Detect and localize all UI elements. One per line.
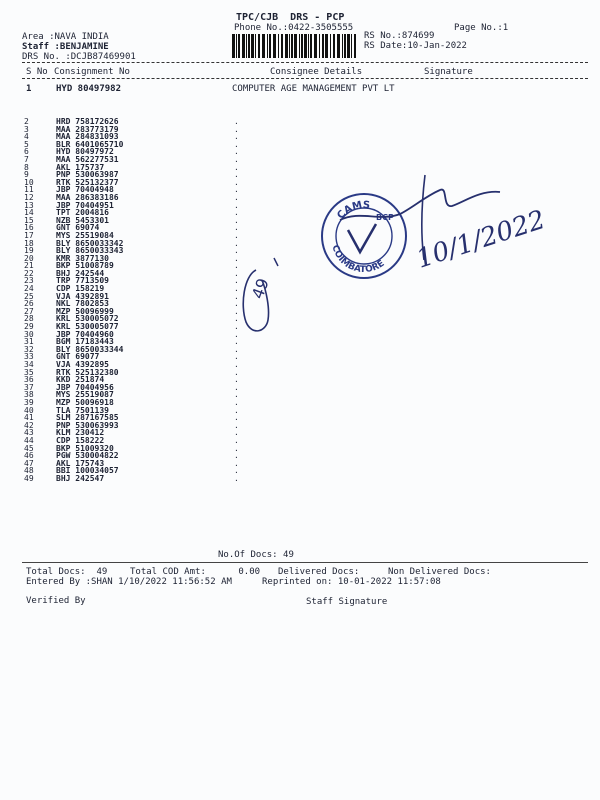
row-consignment: MAA 286383186 bbox=[56, 192, 119, 202]
signature-dot: . bbox=[234, 375, 239, 385]
barcode-bar bbox=[289, 34, 290, 58]
row-sno: 18 bbox=[24, 238, 34, 248]
row-consignment: SLM 287167585 bbox=[56, 413, 119, 423]
signature-dot: . bbox=[234, 208, 239, 218]
row-sno: 27 bbox=[24, 306, 34, 316]
barcode-bar bbox=[255, 34, 256, 58]
signature-dot: . bbox=[234, 200, 239, 210]
document-title: TPC/CJB DRS - PCP bbox=[236, 12, 345, 23]
row-consignment: JBP 70404948 bbox=[56, 185, 114, 195]
row-consignment: GNT 69077 bbox=[56, 352, 100, 362]
row-sno: 43 bbox=[24, 428, 34, 438]
row-consignment: PNP 530063987 bbox=[56, 170, 119, 180]
row-sno: 44 bbox=[24, 435, 34, 445]
signature-dot: . bbox=[234, 360, 239, 369]
barcode-bar bbox=[238, 34, 240, 58]
header-divider bbox=[22, 62, 588, 63]
barcode-bar bbox=[330, 34, 331, 58]
row-sno: 29 bbox=[24, 322, 34, 332]
row-sno: 37 bbox=[24, 382, 34, 392]
signature-dot: . bbox=[234, 413, 239, 423]
row-sno: 38 bbox=[24, 390, 34, 400]
signature-dot: . bbox=[234, 443, 239, 453]
row-sno: 2 bbox=[24, 117, 29, 126]
row-consignment: CDP 158219 bbox=[56, 284, 105, 294]
col-consignment: Consignment No bbox=[54, 67, 130, 77]
row-sno: 16 bbox=[24, 223, 34, 233]
barcode-bar bbox=[308, 34, 309, 58]
row-consignment: BHJ 242547 bbox=[56, 473, 105, 483]
barcode-bar bbox=[322, 34, 324, 58]
row-consignment: BGM 17183443 bbox=[56, 337, 114, 347]
row-consignment: NZB 5453301 bbox=[56, 215, 109, 225]
signature-dot: . bbox=[234, 322, 239, 332]
barcode-bar bbox=[267, 34, 268, 58]
table-row bbox=[24, 452, 584, 460]
table-row bbox=[24, 346, 584, 354]
signature-dot: . bbox=[234, 253, 239, 263]
row-consignment: KMR 3877130 bbox=[56, 253, 109, 263]
signature-dot: . bbox=[234, 132, 239, 142]
barcode-bar bbox=[299, 34, 300, 58]
row-sno: 35 bbox=[24, 367, 34, 377]
area-field: Area :NAVA INDIA bbox=[22, 32, 109, 42]
signature-dot: . bbox=[234, 170, 239, 180]
barcode-bar bbox=[342, 34, 343, 58]
handwritten-date: 10/1/2022 bbox=[412, 204, 549, 275]
row-sno: 6 bbox=[24, 147, 29, 157]
row-consignment: RTK 525132380 bbox=[56, 367, 119, 377]
row-consignment: MZP 50096999 bbox=[56, 306, 114, 316]
signature-dot: . bbox=[234, 466, 239, 476]
row-sno: 32 bbox=[24, 344, 34, 354]
row-consignment: TRP 7713509 bbox=[56, 276, 109, 286]
signature-dot: . bbox=[234, 192, 239, 202]
row-sno: 31 bbox=[24, 337, 34, 347]
row-sno: 26 bbox=[24, 299, 34, 309]
staff-signature: Staff Signature bbox=[306, 597, 388, 607]
row-consignment: NKL 7802853 bbox=[56, 299, 109, 309]
barcode-bar bbox=[325, 34, 328, 58]
row-consignment: VJA 4392891 bbox=[56, 291, 109, 301]
row-consignment: RTK 525132377 bbox=[56, 177, 119, 187]
signature-dot: . bbox=[234, 223, 239, 233]
barcode-bar bbox=[246, 34, 247, 58]
row-consignment: MYS 25519084 bbox=[56, 230, 114, 240]
first-row-consignee: COMPUTER AGE MANAGEMENT PVT LT bbox=[232, 84, 395, 94]
row-sno: 49 bbox=[24, 473, 34, 483]
signature-dot: . bbox=[234, 154, 239, 164]
barcode-bar bbox=[269, 34, 271, 58]
barcode-bar bbox=[242, 34, 245, 58]
barcode bbox=[232, 34, 356, 58]
barcode-bar bbox=[294, 34, 297, 58]
barcode-bar bbox=[262, 34, 265, 58]
row-consignment: BLY 8650033342 bbox=[56, 238, 124, 248]
table-row bbox=[24, 475, 584, 483]
signature-dot: . bbox=[234, 185, 239, 195]
row-consignment: HRD 758172626 bbox=[56, 117, 119, 126]
barcode-bar bbox=[354, 34, 356, 58]
signature-dot: . bbox=[234, 117, 239, 126]
col-signature: Signature bbox=[424, 67, 473, 77]
barcode-bar bbox=[285, 34, 288, 58]
row-sno: 9 bbox=[24, 170, 29, 180]
barcode-bar bbox=[333, 34, 335, 58]
signature-dot: . bbox=[234, 473, 239, 483]
row-sno: 40 bbox=[24, 405, 34, 415]
row-sno: 34 bbox=[24, 360, 34, 369]
total-docs: Total Docs: 49 bbox=[26, 567, 108, 577]
row-consignment: KLM 230412 bbox=[56, 428, 105, 438]
signature-dot: . bbox=[234, 215, 239, 225]
handwritten-count-text: 49 bbox=[247, 275, 273, 302]
row-sno: 28 bbox=[24, 314, 34, 324]
barcode-bar bbox=[251, 34, 254, 58]
barcode-bar bbox=[347, 34, 350, 58]
barcode-bar bbox=[351, 34, 352, 58]
column-divider bbox=[22, 78, 588, 79]
barcode-bar bbox=[319, 34, 320, 58]
table-row bbox=[24, 429, 584, 437]
handwritten-signature bbox=[330, 150, 580, 280]
signature-dot: . bbox=[234, 162, 239, 172]
row-sno: 46 bbox=[24, 451, 34, 461]
row-sno: 24 bbox=[24, 284, 34, 294]
row-sno: 33 bbox=[24, 352, 34, 362]
row-consignment: BHJ 242544 bbox=[56, 268, 105, 278]
stamp-bottom-text: COIMBATORE bbox=[329, 243, 387, 276]
row-sno: 21 bbox=[24, 261, 34, 271]
row-consignment: MAA 562277531 bbox=[56, 154, 119, 164]
col-consignee: Consignee Details bbox=[270, 67, 363, 77]
row-sno: 8 bbox=[24, 162, 29, 172]
row-sno: 41 bbox=[24, 413, 34, 423]
page-number: Page No.:1 bbox=[454, 23, 509, 33]
signature-dot: . bbox=[234, 390, 239, 400]
signature-dot: . bbox=[234, 428, 239, 438]
signature-dot: . bbox=[234, 306, 239, 316]
row-sno: 3 bbox=[24, 124, 29, 134]
signature-dot: . bbox=[234, 139, 239, 149]
row-consignment: JBP 70404951 bbox=[56, 200, 114, 210]
rs-date: RS Date:10-Jan-2022 bbox=[364, 41, 467, 51]
row-sno: 7 bbox=[24, 154, 29, 164]
barcode-bar bbox=[281, 34, 283, 58]
row-sno: 4 bbox=[24, 132, 29, 142]
rs-number: RS No.:874699 bbox=[364, 31, 435, 41]
signature-dot: . bbox=[234, 352, 239, 362]
reprinted-on: Reprinted on: 10-01-2022 11:57:08 bbox=[262, 577, 441, 587]
signature-dot: . bbox=[234, 337, 239, 347]
row-consignment: MZP 50096918 bbox=[56, 397, 114, 407]
signature-dot: . bbox=[234, 147, 239, 157]
signature-dot: . bbox=[234, 329, 239, 339]
barcode-bar bbox=[236, 34, 237, 58]
row-consignment: TLA 7501139 bbox=[56, 405, 109, 415]
barcode-bar bbox=[273, 34, 276, 58]
entered-by: Entered By :SHAN 1/10/2022 11:56:52 AM bbox=[26, 577, 232, 587]
barcode-bar bbox=[232, 34, 235, 58]
row-consignment: MYS 25519087 bbox=[56, 390, 114, 400]
signature-dot: . bbox=[234, 261, 239, 271]
row-consignment: JBP 70404960 bbox=[56, 329, 114, 339]
barcode-bar bbox=[301, 34, 303, 58]
barcode-bar bbox=[344, 34, 346, 58]
row-consignment: JBP 70404956 bbox=[56, 382, 114, 392]
row-sno: 48 bbox=[24, 466, 34, 476]
row-consignment: PGW 530004822 bbox=[56, 451, 119, 461]
table-row bbox=[24, 467, 584, 475]
row-consignment: BKP 51009320 bbox=[56, 443, 114, 453]
handwritten-count bbox=[236, 250, 296, 340]
row-sno: 42 bbox=[24, 420, 34, 430]
footer-divider bbox=[22, 562, 588, 563]
row-sno: 10 bbox=[24, 177, 34, 187]
signature-dot: . bbox=[234, 435, 239, 445]
row-consignment: TPT 2004816 bbox=[56, 208, 109, 218]
row-consignment: PNP 530063993 bbox=[56, 420, 119, 430]
row-sno: 17 bbox=[24, 230, 34, 240]
row-sno: 22 bbox=[24, 268, 34, 278]
row-sno: 15 bbox=[24, 215, 34, 225]
signature-dot: . bbox=[234, 268, 239, 278]
signature-dot: . bbox=[234, 246, 239, 256]
row-consignment: AKL 175743 bbox=[56, 458, 105, 468]
signature-dot: . bbox=[234, 291, 239, 301]
col-sno: S No bbox=[26, 67, 48, 77]
signature-dot: . bbox=[234, 177, 239, 187]
row-consignment: CDP 158222 bbox=[56, 435, 105, 445]
table-row bbox=[24, 369, 584, 377]
signature-dot: . bbox=[234, 314, 239, 324]
signature-dot: . bbox=[234, 124, 239, 134]
row-sno: 20 bbox=[24, 253, 34, 263]
row-sno: 5 bbox=[24, 139, 29, 149]
row-consignment: KKD 251874 bbox=[56, 375, 105, 385]
signature-dot: . bbox=[234, 397, 239, 407]
row-consignment: BKP 51008789 bbox=[56, 261, 114, 271]
row-sno: 14 bbox=[24, 208, 34, 218]
row-consignment: KRL 530005077 bbox=[56, 322, 119, 332]
stamp-side-text: BCP bbox=[376, 213, 394, 222]
row-consignment: VJA 4392895 bbox=[56, 360, 109, 369]
row-sno: 19 bbox=[24, 246, 34, 256]
no-of-docs: No.Of Docs: 49 bbox=[218, 550, 294, 560]
staff-field: Staff :BENJAMINE bbox=[22, 42, 109, 52]
signature-dot: . bbox=[234, 458, 239, 468]
total-cod: Total COD Amt: 0.00 bbox=[130, 567, 261, 577]
row-sno: 23 bbox=[24, 276, 34, 286]
signature-dot: . bbox=[234, 299, 239, 309]
row-consignment: GNT 69074 bbox=[56, 223, 100, 233]
first-row-sno: 1 bbox=[26, 84, 32, 94]
barcode-bar bbox=[258, 34, 260, 58]
row-sno: 47 bbox=[24, 458, 34, 468]
phone-number: Phone No.:0422-3505555 bbox=[234, 23, 354, 33]
signature-dot: . bbox=[234, 284, 239, 294]
signature-dot: . bbox=[234, 420, 239, 430]
barcode-bar bbox=[314, 34, 317, 58]
signature-dot: . bbox=[234, 230, 239, 240]
table-row bbox=[24, 422, 584, 430]
row-consignment: BLR 6401065710 bbox=[56, 139, 124, 149]
row-consignment: BLY 8650033343 bbox=[56, 246, 124, 256]
signature-dot: . bbox=[234, 238, 239, 248]
row-consignment: MAA 283773179 bbox=[56, 124, 119, 134]
row-sno: 36 bbox=[24, 375, 34, 385]
barcode-bar bbox=[304, 34, 307, 58]
barcode-bar bbox=[337, 34, 340, 58]
row-consignment: MAA 284831093 bbox=[56, 132, 119, 142]
barcode-bar bbox=[278, 34, 279, 58]
row-sno: 39 bbox=[24, 397, 34, 407]
row-sno: 30 bbox=[24, 329, 34, 339]
signature-dot: . bbox=[234, 276, 239, 286]
delivered-docs: Delivered Docs: bbox=[278, 567, 360, 577]
row-consignment: HYD 80497972 bbox=[56, 147, 114, 157]
row-consignment: BLY 8650033344 bbox=[56, 344, 124, 354]
signature-dot: . bbox=[234, 405, 239, 415]
row-sno: 45 bbox=[24, 443, 34, 453]
row-sno: 11 bbox=[24, 185, 34, 195]
row-sno: 12 bbox=[24, 192, 34, 202]
row-sno: 13 bbox=[24, 200, 34, 210]
first-row-consignment: HYD 80497982 bbox=[56, 84, 122, 94]
barcode-bar bbox=[248, 34, 250, 58]
signature-dot: . bbox=[234, 367, 239, 377]
row-consignment: BBI 100034057 bbox=[56, 466, 119, 476]
signature-dot: . bbox=[234, 344, 239, 354]
row-sno: 25 bbox=[24, 291, 34, 301]
barcode-bar bbox=[310, 34, 312, 58]
row-consignment: AKL 175737 bbox=[56, 162, 105, 172]
drs-number: DRS No. :DCJB87469901 bbox=[22, 52, 136, 62]
stamp-top-text: CAMS bbox=[335, 199, 371, 222]
barcode-bar bbox=[291, 34, 293, 58]
signature-dot: . bbox=[234, 451, 239, 461]
signature-dot: . bbox=[234, 382, 239, 392]
row-consignment: KRL 530005072 bbox=[56, 314, 119, 324]
non-delivered-docs: Non Delivered Docs: bbox=[388, 567, 491, 577]
verified-by: Verified By bbox=[26, 596, 86, 606]
